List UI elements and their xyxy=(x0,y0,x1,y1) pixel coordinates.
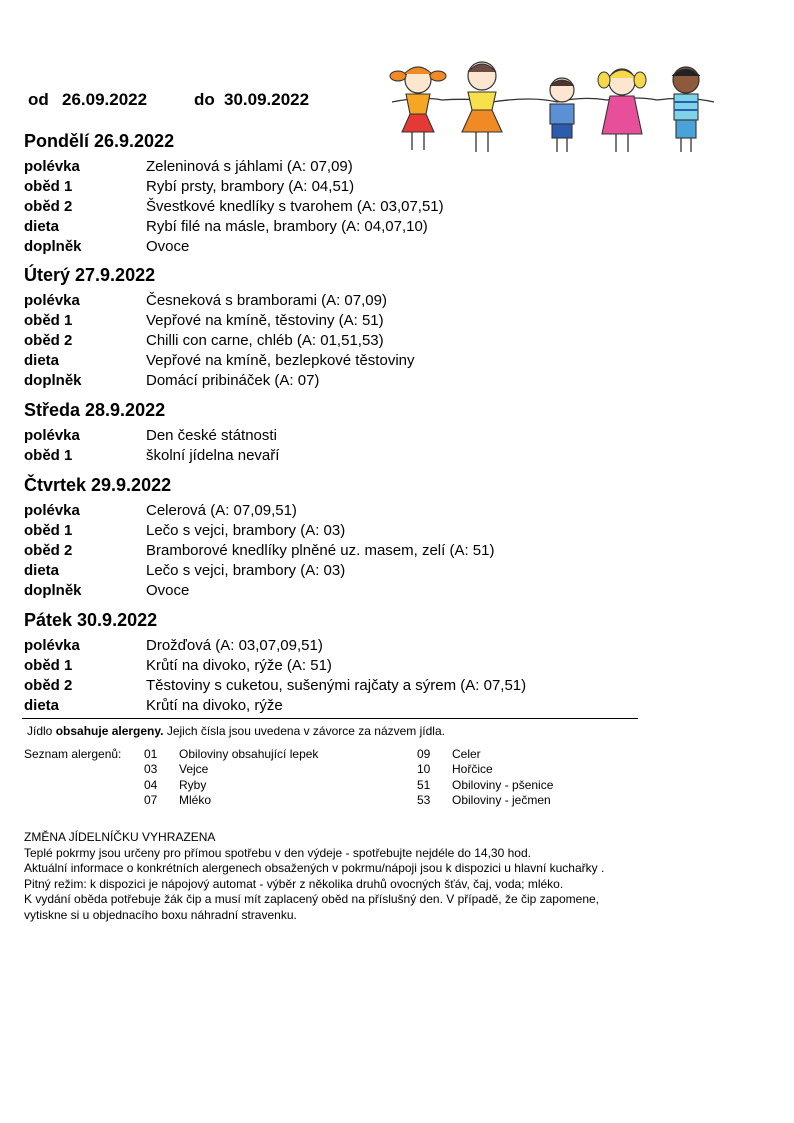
footer-line: ZMĚNA JÍDELNÍČKU VYHRAZENA xyxy=(24,830,216,844)
day-title-monday: Pondělí 26.9.2022 xyxy=(24,131,175,151)
meal-dish: Chilli con carne, chléb (A: 01,51,53) xyxy=(146,332,384,349)
meal-label: polévka xyxy=(24,637,80,654)
allergen-name: Hořčice xyxy=(452,762,493,776)
meal-dish: Celerová (A: 07,09,51) xyxy=(146,502,297,519)
meal-dish: Vepřové na kmíně, bezlepkové těstoviny xyxy=(146,352,415,369)
meal-label: polévka xyxy=(24,502,80,519)
meal-dish: Zeleninová s jáhlami (A: 07,09) xyxy=(146,158,353,175)
child-5-figure xyxy=(672,67,700,152)
day-title-friday: Pátek 30.9.2022 xyxy=(24,610,158,630)
divider xyxy=(22,718,638,719)
meal-dish: Těstoviny s cuketou, sušenými rajčaty a sýrem (A: 07,51) xyxy=(146,677,527,694)
meal-label: oběd 1 xyxy=(24,657,73,674)
meal-label: doplněk xyxy=(24,582,82,599)
allergen-name: Celer xyxy=(452,747,481,761)
meal-label: oběd 1 xyxy=(24,522,73,539)
date-from-label: od xyxy=(28,90,49,109)
allergen-note-prefix: Jídlo xyxy=(27,724,56,738)
meal-dish: Ovoce xyxy=(146,582,190,599)
meal-label: polévka xyxy=(24,158,80,175)
meal-label: dieta xyxy=(24,218,60,235)
meal-dish: Krůtí na divoko, rýže (A: 51) xyxy=(146,657,332,674)
meal-label: polévka xyxy=(24,427,80,444)
allergen-name: Obiloviny - ječmen xyxy=(452,793,551,807)
meal-label: oběd 1 xyxy=(24,178,73,195)
allergen-name: Obiloviny obsahující lepek xyxy=(179,747,319,761)
meal-label: oběd 2 xyxy=(24,677,73,694)
child-4-figure xyxy=(598,69,646,152)
meal-label: oběd 2 xyxy=(24,332,73,349)
allergen-code: 07 xyxy=(144,793,158,807)
meal-label: oběd 1 xyxy=(24,312,73,329)
allergen-code: 10 xyxy=(417,762,431,776)
child-2-figure xyxy=(462,62,502,152)
footer-line: Aktuální informace o konkrétních alergenech obsažených v pokrmu/nápoji jsou k dispozici u hlavní kuchařky . xyxy=(24,861,605,875)
meal-dish: Rybí prsty, brambory (A: 04,51) xyxy=(146,178,355,195)
allergen-code: 51 xyxy=(417,778,431,792)
meal-dish: Lečo s vejci, brambory (A: 03) xyxy=(146,522,346,539)
day-title-tuesday: Úterý 27.9.2022 xyxy=(24,265,156,285)
child-3-figure xyxy=(550,78,574,152)
meal-dish: Švestkové knedlíky s tvarohem (A: 03,07,51) xyxy=(146,198,444,215)
allergen-note-bold: obsahuje alergeny. xyxy=(55,724,164,738)
footer-line: K vydání oběda potřebuje žák čip a musí mít zaplacený oběd na příslušný den. V případě, že čip zapomene, vytiskne si u objednacího boxu náhradní stravenku. xyxy=(24,892,600,922)
meal-dish: Bramborové knedlíky plněné uz. masem, zelí (A: 51) xyxy=(146,542,495,559)
meal-dish: Krůtí na divoko, rýže xyxy=(146,697,283,714)
meal-label: oběd 2 xyxy=(24,198,73,215)
allergen-name: Obiloviny - pšenice xyxy=(452,778,554,792)
meal-dish: Drožďová (A: 03,07,09,51) xyxy=(146,637,323,654)
meal-dish: Vepřové na kmíně, těstoviny (A: 51) xyxy=(146,312,384,329)
footer-line: Pitný režim: k dispozici je nápojový automat - výběr z několika druhů ovocných šťáv, čaj, voda; mléko. xyxy=(24,876,564,891)
meal-dish: školní jídelna nevaří xyxy=(146,447,280,464)
allergen-code: 04 xyxy=(144,778,158,792)
date-to-label: do xyxy=(194,90,215,109)
date-from: 26.09.2022 xyxy=(62,90,148,109)
meal-dish: Česneková s bramborami (A: 07,09) xyxy=(146,292,387,309)
day-title-thursday: Čtvrtek 29.9.2022 xyxy=(24,475,172,495)
meal-label: dieta xyxy=(24,352,60,369)
meal-label: doplněk xyxy=(24,238,82,255)
child-1-figure xyxy=(390,67,446,150)
meal-dish: Lečo s vejci, brambory (A: 03) xyxy=(146,562,346,579)
children-illustration xyxy=(382,60,722,160)
allergen-list-title: Seznam alergenů: xyxy=(24,747,122,761)
allergen-name: Vejce xyxy=(179,762,209,776)
allergen-code: 09 xyxy=(417,747,431,761)
allergen-code: 01 xyxy=(144,747,158,761)
meal-dish: Den české státnosti xyxy=(146,427,277,444)
footer-line: Teplé pokrmy jsou určeny pro přímou spotřebu v den výdeje - spotřebujte nejdéle do 14,30 hod. xyxy=(24,845,531,860)
allergen-name: Mléko xyxy=(179,793,212,807)
meal-dish: Rybí filé na másle, brambory (A: 04,07,10) xyxy=(146,218,428,235)
meal-label: polévka xyxy=(24,292,80,309)
allergen-note-suffix: Jejich čísla jsou uvedena v závorce za názvem jídla. xyxy=(163,724,445,738)
allergen-code: 03 xyxy=(144,762,158,776)
meal-label: dieta xyxy=(24,562,60,579)
date-to: 30.09.2022 xyxy=(224,90,310,109)
meal-label: dieta xyxy=(24,697,60,714)
allergen-name: Ryby xyxy=(179,778,207,792)
meal-label: oběd 2 xyxy=(24,542,73,559)
allergen-code: 53 xyxy=(417,793,431,807)
allergen-note xyxy=(27,724,445,738)
meal-dish: Ovoce xyxy=(146,238,190,255)
meal-dish: Domácí pribináček (A: 07) xyxy=(146,372,320,389)
meal-label: oběd 1 xyxy=(24,447,73,464)
day-title-wednesday: Středa 28.9.2022 xyxy=(24,400,166,420)
meal-label: doplněk xyxy=(24,372,82,389)
footer-notes xyxy=(24,830,644,923)
